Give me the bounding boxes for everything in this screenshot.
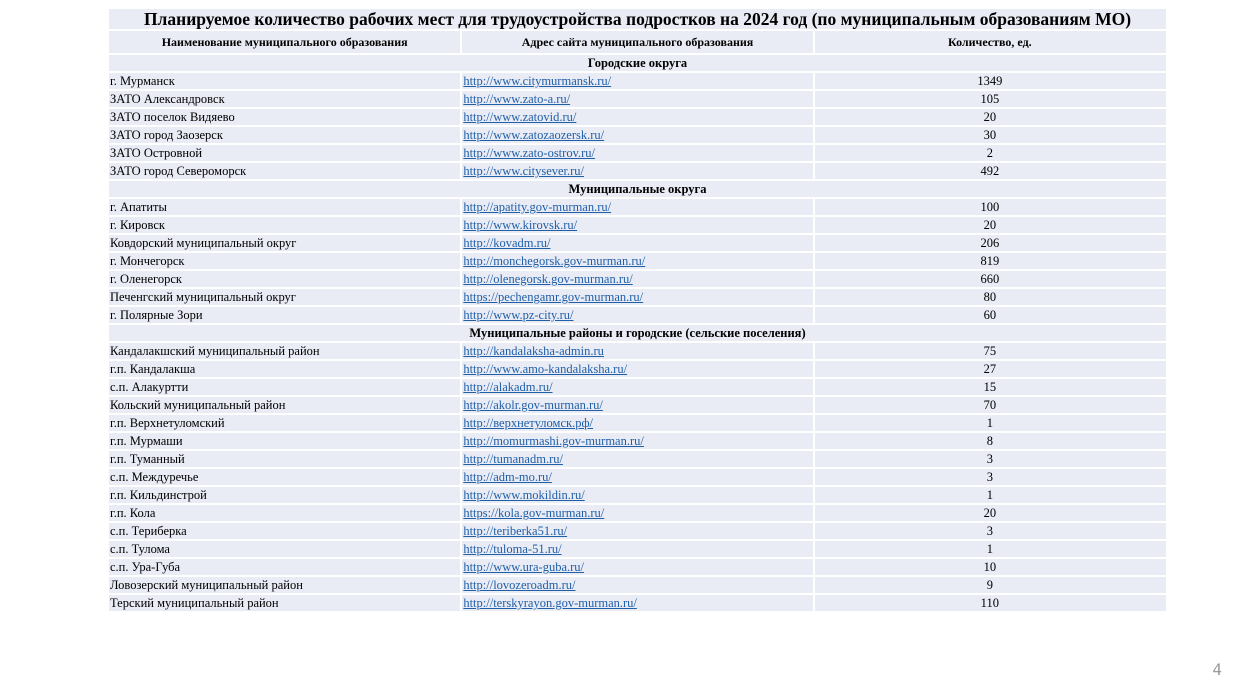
table-row [109,378,1166,396]
section-title: Городские округа [109,54,1166,72]
site-cell [461,558,813,576]
site-cell [461,486,813,504]
section-row [109,324,1166,342]
table-row [109,396,1166,414]
job-count: 819 [814,252,1166,270]
table-row [109,504,1166,522]
table-row [109,108,1166,126]
column-header-count: Количество, ед. [814,30,1166,54]
site-link[interactable]: http://www.zatozaozersk.ru/ [463,128,605,142]
site-link[interactable]: http://www.citysever.ru/ [463,164,585,178]
job-count: 30 [814,126,1166,144]
site-cell [461,540,813,558]
job-count: 80 [814,288,1166,306]
page-title: Планируемое количество рабочих мест для трудоустройства подростков на 2024 год (по муниципальным образованиям МО) [109,9,1166,30]
site-link[interactable]: http://www.ura-guba.ru/ [463,560,585,574]
site-cell [461,450,813,468]
site-cell [461,378,813,396]
table-row [109,234,1166,252]
site-link[interactable]: http://www.kirovsk.ru/ [463,218,578,232]
table-row [109,306,1166,324]
job-count: 206 [814,234,1166,252]
job-count: 660 [814,270,1166,288]
job-count: 8 [814,432,1166,450]
municipality-name: г.п. Кандалакша [109,360,461,378]
site-link[interactable]: http://www.zato-ostrov.ru/ [463,146,596,160]
site-cell [461,72,813,90]
site-cell [461,342,813,360]
table-row [109,72,1166,90]
section-title: Муниципальные округа [109,180,1166,198]
site-cell [461,468,813,486]
site-cell [461,90,813,108]
municipality-name: г.п. Туманный [109,450,461,468]
site-link[interactable]: http://www.zato-a.ru/ [463,92,571,106]
job-count: 2 [814,144,1166,162]
job-count: 1 [814,540,1166,558]
table-row [109,414,1166,432]
site-cell [461,306,813,324]
municipal-jobs-table [109,9,1166,613]
municipality-name: ЗАТО город Североморск [109,162,461,180]
municipality-name: г. Полярные Зори [109,306,461,324]
job-count: 15 [814,378,1166,396]
municipality-name: Ковдорский муниципальный округ [109,234,461,252]
municipality-name: с.п. Териберка [109,522,461,540]
table-row [109,126,1166,144]
table-row [109,540,1166,558]
site-cell [461,396,813,414]
site-cell [461,504,813,522]
table-row [109,252,1166,270]
municipality-name: ЗАТО город Заозерск [109,126,461,144]
table-body [109,9,1166,612]
header-row [109,30,1166,54]
municipality-name: Терский муниципальный район [109,594,461,612]
site-link[interactable]: http://apatity.gov-murman.ru/ [463,200,612,214]
job-count: 110 [814,594,1166,612]
site-cell [461,144,813,162]
site-cell [461,288,813,306]
site-cell [461,522,813,540]
site-cell [461,414,813,432]
table-row [109,288,1166,306]
municipality-name: г. Апатиты [109,198,461,216]
site-link[interactable]: http://momurmashi.gov-murman.ru/ [463,434,644,448]
municipality-name: ЗАТО Александровск [109,90,461,108]
site-link[interactable]: http://tumanadm.ru/ [463,452,563,466]
job-count: 3 [814,468,1166,486]
site-link[interactable]: http://верхнетуломск.рф/ [463,416,594,430]
site-link[interactable]: http://www.amo-kandalaksha.ru/ [463,362,628,376]
site-link[interactable]: http://adm-mo.ru/ [463,470,552,484]
municipality-name: Печенгский муниципальный округ [109,288,461,306]
municipality-name: Кольский муниципальный район [109,396,461,414]
job-count: 20 [814,216,1166,234]
table-row [109,558,1166,576]
municipality-name: г.п. Верхнетуломский [109,414,461,432]
site-link[interactable]: http://alakadm.ru/ [463,380,553,394]
site-cell [461,432,813,450]
site-link[interactable]: http://monchegorsk.gov-murman.ru/ [463,254,646,268]
job-count: 75 [814,342,1166,360]
job-count: 20 [814,108,1166,126]
site-cell [461,270,813,288]
job-count: 100 [814,198,1166,216]
section-row [109,180,1166,198]
table-row [109,198,1166,216]
site-cell [461,252,813,270]
municipality-name: г.п. Кильдинстрой [109,486,461,504]
table-row [109,90,1166,108]
job-count: 3 [814,522,1166,540]
table-row [109,594,1166,612]
municipality-name: г.п. Кола [109,504,461,522]
municipality-name: ЗАТО Островной [109,144,461,162]
site-link[interactable]: http://www.mokildin.ru/ [463,488,585,502]
column-header-site: Адрес сайта муниципального образования [461,30,813,54]
site-cell [461,162,813,180]
site-link[interactable]: http://olenegorsk.gov-murman.ru/ [463,272,633,286]
job-count: 1 [814,414,1166,432]
site-link[interactable]: http://kovadm.ru/ [463,236,551,250]
page-number: 4 [1212,660,1222,679]
table-row [109,162,1166,180]
document-sheet [109,9,1166,613]
job-count: 9 [814,576,1166,594]
site-link[interactable]: http://akolr.gov-murman.ru/ [463,398,603,412]
table-row [109,216,1166,234]
site-cell [461,126,813,144]
municipality-name: г. Мончегорск [109,252,461,270]
site-link[interactable]: http://lovozeroadm.ru/ [463,578,576,592]
municipality-name: с.п. Ура-Губа [109,558,461,576]
site-link[interactable]: http://terskyrayon.gov-murman.ru/ [463,596,637,610]
table-row [109,144,1166,162]
site-cell [461,576,813,594]
site-link[interactable]: http://teriberka51.ru/ [463,524,568,538]
job-count: 492 [814,162,1166,180]
table-row [109,576,1166,594]
municipality-name: с.п. Тулома [109,540,461,558]
table-row [109,522,1166,540]
job-count: 27 [814,360,1166,378]
job-count: 3 [814,450,1166,468]
table-row [109,270,1166,288]
municipality-name: г. Кировск [109,216,461,234]
job-count: 10 [814,558,1166,576]
job-count: 20 [814,504,1166,522]
job-count: 60 [814,306,1166,324]
title-row [109,9,1166,30]
site-cell [461,234,813,252]
section-row [109,54,1166,72]
site-link[interactable]: https://kola.gov-murman.ru/ [463,506,605,520]
job-count: 1 [814,486,1166,504]
municipality-name: г. Оленегорск [109,270,461,288]
site-cell [461,360,813,378]
municipality-name: г.п. Мурмаши [109,432,461,450]
table-row [109,342,1166,360]
site-link[interactable]: https://pechengamr.gov-murman.ru/ [463,290,644,304]
table-row [109,486,1166,504]
site-link[interactable]: http://tuloma-51.ru/ [463,542,562,556]
municipality-name: с.п. Междуречье [109,468,461,486]
section-title: Муниципальные районы и городские (сельские поселения) [109,324,1166,342]
site-cell [461,216,813,234]
site-cell [461,198,813,216]
table-row [109,360,1166,378]
municipality-name: с.п. Алакуртти [109,378,461,396]
table-row [109,468,1166,486]
job-count: 70 [814,396,1166,414]
municipality-name: Ловозерский муниципальный район [109,576,461,594]
municipality-name: г. Мурманск [109,72,461,90]
site-link[interactable]: http://www.citymurmansk.ru/ [463,74,612,88]
site-cell [461,108,813,126]
job-count: 105 [814,90,1166,108]
table-row [109,450,1166,468]
site-link[interactable]: http://www.pz-city.ru/ [463,308,574,322]
site-link[interactable]: http://kandalaksha-admin.ru [463,344,604,358]
municipality-name: ЗАТО поселок Видяево [109,108,461,126]
site-link[interactable]: http://www.zatovid.ru/ [463,110,577,124]
column-header-name: Наименование муниципального образования [109,30,461,54]
municipality-name: Кандалакшский муниципальный район [109,342,461,360]
job-count: 1349 [814,72,1166,90]
table-row [109,432,1166,450]
site-cell [461,594,813,612]
